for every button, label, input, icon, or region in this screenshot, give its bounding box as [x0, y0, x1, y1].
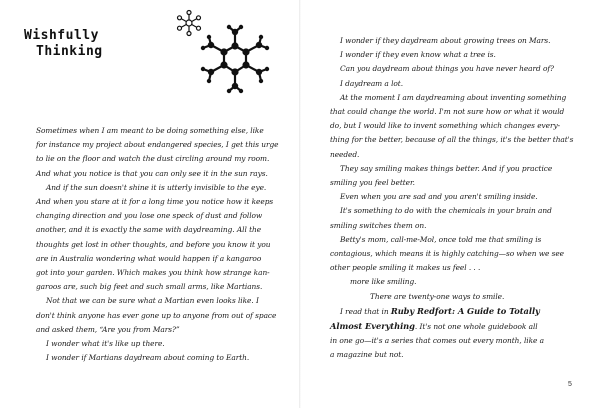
- text-line: a magazine but not.: [330, 350, 404, 360]
- text-line: Can you daydream about things you have never heard of?: [340, 64, 554, 74]
- text-line: I daydream a lot.: [340, 78, 404, 88]
- text-line: contagious, which means it is highly catching—so when we see: [330, 249, 565, 259]
- text-line: At the moment I am daydreaming about inventing something: [340, 92, 567, 102]
- text-line: smiling you feel better.: [330, 178, 415, 188]
- text-line: And when you stare at it for a long time you notice how it keeps: [36, 197, 274, 207]
- text-line: are in Australia wondering what would happen if a kangaroo: [36, 253, 262, 263]
- text-line: don't think anyone has ever gone up to anyone from out of space: [36, 310, 277, 320]
- text-line: do, but I would like to invent something which changes every-: [330, 121, 561, 131]
- left-page-text: [36, 124, 282, 365]
- text-line-with-title: [330, 304, 566, 319]
- text-line: And if the sun doesn't shine it is utterly invisible to the eye.: [46, 182, 267, 192]
- text-line: Sometimes when I am meant to be doing something else, like: [36, 126, 264, 135]
- text-line: to lie on the floor and watch the dust circling around my room.: [36, 154, 270, 164]
- text-line: I wonder if they even know what a tree is.: [340, 50, 496, 60]
- text-line: thing for the better, because of all the things, it's the better that's: [330, 135, 574, 145]
- text-line: It's something to do with the chemicals in your brain and: [340, 206, 552, 216]
- page-number: 5: [568, 381, 572, 388]
- right-page-text: [330, 34, 574, 363]
- text-line: another, and it is exactly the same with daydreaming. All the: [36, 225, 262, 235]
- book-title-part2: Almost Everything: [330, 321, 415, 332]
- text-line: that could change the world. I'm not sure how or what it would: [330, 107, 565, 117]
- text-line: and asked them, “Are you from Mars?”: [36, 324, 180, 334]
- text-line-with-title: [330, 319, 566, 334]
- text-line: And what you notice is that you can only see it in the sun rays.: [36, 168, 268, 178]
- text-line: Even when you are sad and you aren't smiling inside.: [340, 192, 538, 202]
- molecule-icon-large: [200, 24, 270, 94]
- page-gutter: [299, 0, 301, 408]
- text-line: smiling switches them on.: [330, 220, 427, 230]
- text-line: other people smiling it makes us feel . . .: [330, 263, 481, 273]
- text-line: more like smiling.: [350, 277, 417, 287]
- text-line: Betty's mom, call-me-Mol, once told me that smiling is: [340, 234, 542, 244]
- text-line: garoos are, such big feet and such small arms, like Martians.: [36, 282, 263, 292]
- book-title-part1: Ruby Redfort: A Guide to Totally: [390, 305, 540, 316]
- text-line: There are twenty-one ways to smile.: [370, 291, 505, 301]
- text-line: I wonder if Martians daydream about coming to Earth.: [46, 353, 250, 363]
- chapter-heading-line1: Wishfully: [24, 28, 99, 43]
- text-line: I wonder if they daydream about growing trees on Mars.: [340, 36, 551, 45]
- chapter-heading: [24, 28, 103, 60]
- text-line: Not that we can be sure what a Martian even looks like. I: [46, 296, 259, 306]
- text-line: thoughts get lost in other thoughts, and before you know it you: [36, 239, 271, 249]
- text-fragment: . It's not one whole guidebook all: [414, 322, 538, 332]
- chapter-heading-line2: Thinking: [36, 44, 103, 59]
- text-line: got into your garden. Which makes you think how strange kan-: [36, 268, 270, 278]
- text-line: in one go—it's a series that comes out every month, like a: [330, 336, 544, 346]
- text-line: needed.: [330, 149, 360, 159]
- molecule-icon-small: [175, 9, 203, 37]
- text-fragment: I read that in: [340, 306, 391, 316]
- text-line: I wonder what it's like up there.: [46, 339, 165, 349]
- text-line: changing direction and you lose one speck of dust and follow: [36, 211, 263, 221]
- text-line: They say smiling makes things better. And if you practice: [340, 163, 553, 173]
- text-line: for instance my project about endangered species, I get this urge: [36, 140, 279, 150]
